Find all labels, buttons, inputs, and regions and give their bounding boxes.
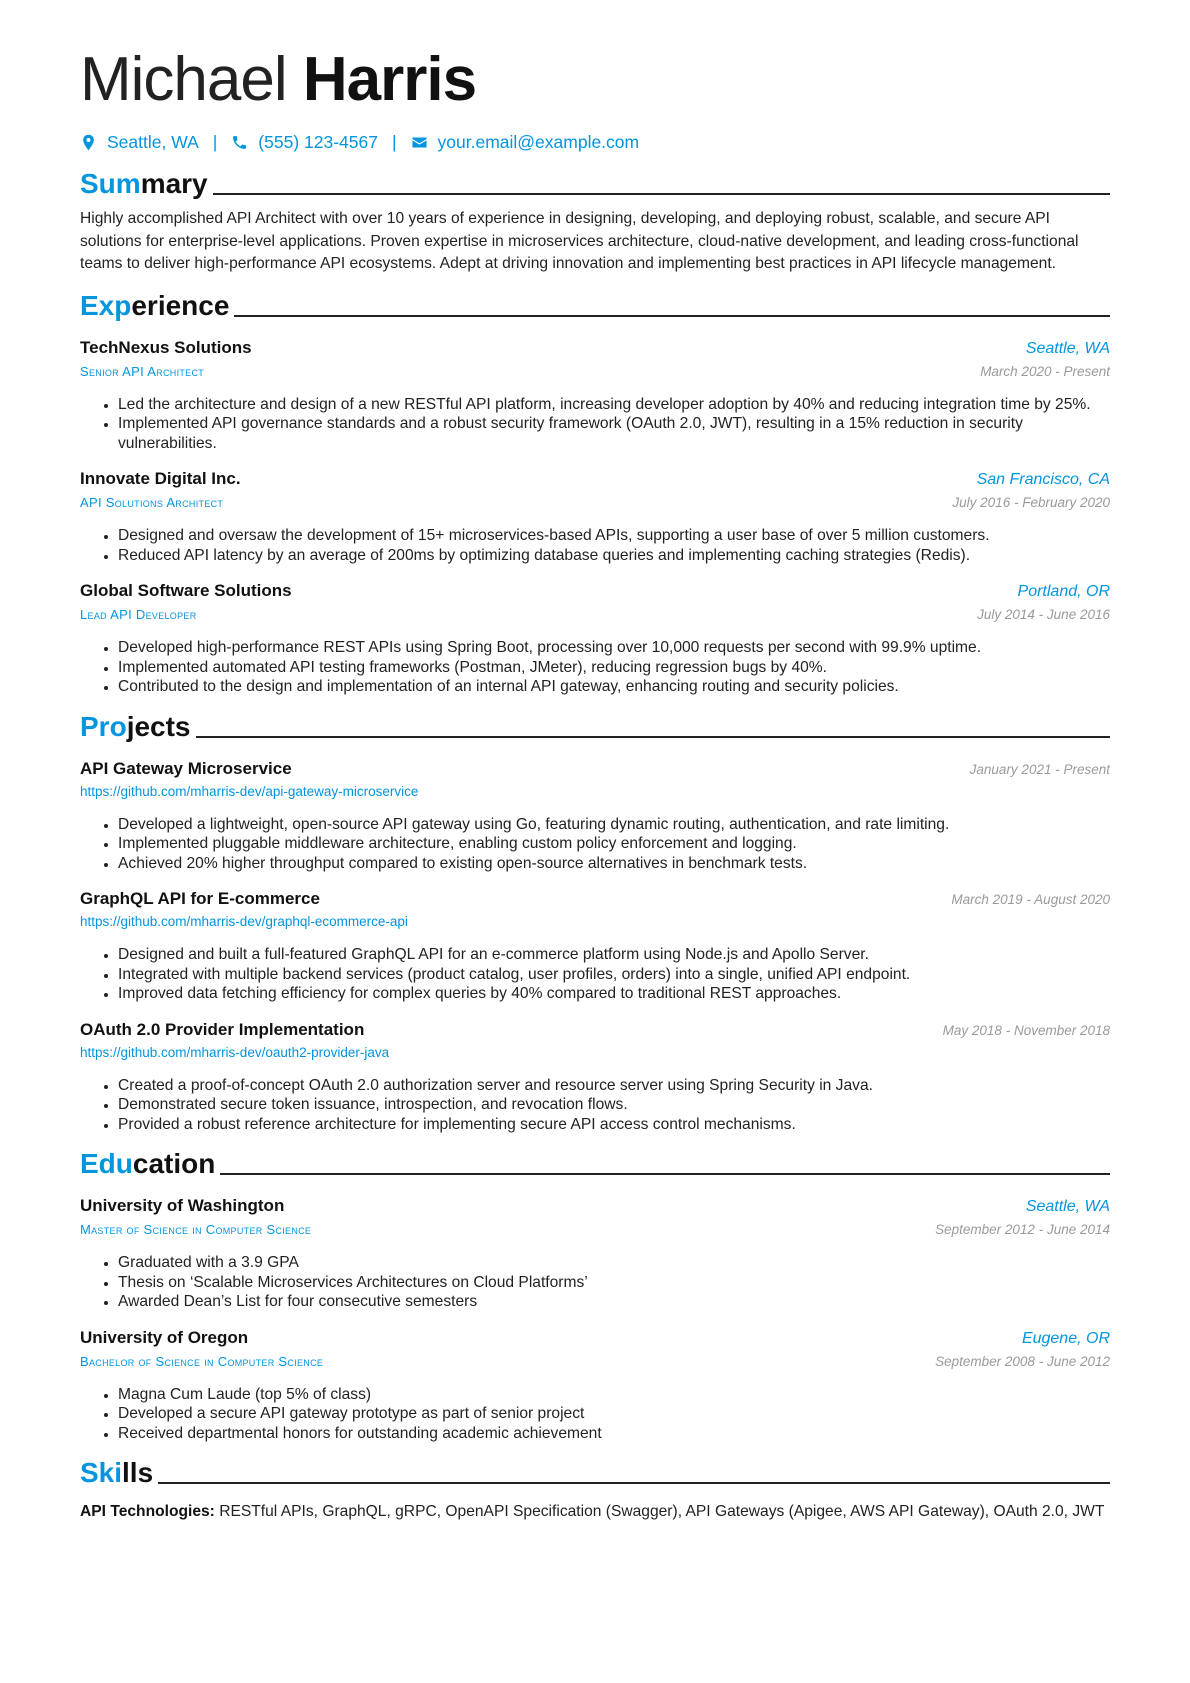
envelope-icon [411,134,428,151]
bullet-item: • Implemented pluggable middleware architecture, enabling custom policy enforcement and logging. [118,834,1110,854]
bullet-item: • Improved data fetching efficiency for complex queries by 40% compared to traditional REST approaches. [118,984,1110,1004]
entry-title: Global Software Solutions [80,581,292,600]
bullet-list [80,1253,1110,1312]
bullet-item: • Demonstrated secure token issuance, introspection, and revocation flows. [118,1095,1110,1115]
entry-title: TechNexus Solutions [80,337,252,357]
section-title-accent: Edu [80,1148,133,1179]
section-title-accent: Pro [80,710,127,742]
entry-subheader-row [80,361,1110,383]
skill-row [80,1501,1110,1524]
separator: | [212,131,218,152]
entry-location: Portland, OR [1017,583,1110,600]
entry-date: March 2019 - August 2020 [951,892,1110,907]
entry-location: Seattle, WA [1025,1198,1110,1215]
entry-subheader-row [80,1042,1110,1064]
bullet-list [80,638,1110,697]
resume-page [80,0,1110,1524]
entry-subheader-row [80,781,1110,803]
section-header-experience [80,286,1110,322]
bullet-item: • Developed high-performance REST APIs using Spring Boot, processing over 10,000 requests per second with 99.9% uptime. [118,638,1110,658]
entry-header-row [80,1194,1110,1219]
bullet-list [80,526,1110,565]
entry-location: Seattle, WA [1025,339,1110,357]
bullet-list [80,945,1110,1004]
bullet-item: • Led the architecture and design of a new RESTful API platform, increasing developer adoption by 40% and reducing integration time by 25%. [118,395,1110,415]
section-title-accent: Exp [80,289,132,321]
map-pin-icon [80,134,97,151]
entry-date: September 2008 - June 2012 [935,1353,1110,1369]
section-header-summary [80,164,1110,200]
contact-info [80,130,1110,154]
bullet-list [80,395,1110,454]
section-divider [213,193,1110,195]
location-text: Seattle, WA [107,131,199,152]
first-name: Michael [80,45,287,114]
section-title-summary [80,168,208,200]
bullet-item: • Graduated with a 3.9 GPA [118,1253,1110,1273]
entry-date: May 2018 - November 2018 [942,1022,1110,1038]
last-name: Harris [302,45,477,114]
projects-entry [80,757,1110,874]
section-title-rest: cation [132,1148,216,1179]
section-header-skills [80,1453,1110,1489]
section-divider [158,1482,1110,1484]
section-title-skills [80,1457,153,1489]
entry-subheader-row [80,1351,1110,1373]
experience-entry [80,336,1110,454]
entry-title: OAuth 2.0 Provider Implementation [80,1019,365,1039]
entry-header-row [80,336,1110,361]
projects-entry [80,887,1110,1004]
section-title-experience [80,290,229,322]
section-title-accent: Ski [80,1457,123,1488]
entry-header-row [80,1326,1110,1351]
bullet-item: • Thesis on ‘Scalable Microservices Architectures on Cloud Platforms’ [118,1273,1110,1293]
bullet-item: • Provided a robust reference architecture for implementing secure API access control mechanisms. [118,1115,1110,1135]
section-title-rest: erience [131,289,230,321]
email-link[interactable]: your.email@example.com [437,131,640,152]
skill-value: RESTful APIs, GraphQL, gRPC, OpenAPI Specification (Swagger), API Gateways (Apigee, AWS API Gateway), OAuth 2.0, JWT [214,1503,1105,1520]
entry-location: San Francisco, CA [976,471,1110,488]
bullet-list [80,1076,1110,1135]
bullet-list [80,1385,1110,1444]
section-header-education [80,1144,1110,1180]
section-divider [220,1173,1110,1175]
entry-title: University of Washington [80,1196,285,1215]
projects-entry [80,1018,1110,1135]
education-entry [80,1194,1110,1312]
phone-link[interactable]: (555) 123-4567 [258,131,378,152]
experience-entry [80,579,1110,697]
entry-role: API Solutions Architect [80,495,224,510]
entry-header-row [80,757,1110,781]
phone-icon [231,134,248,151]
bullet-item: • Developed a secure API gateway prototype as part of senior project [118,1404,1110,1424]
section-title-rest: lls [122,1457,154,1488]
entry-date: July 2016 - February 2020 [952,495,1110,510]
bullet-item: • Received departmental honors for outstanding academic achievement [118,1424,1110,1444]
project-link[interactable]: https://github.com/mharris-dev/graphql-ecommerce-api [80,914,408,929]
entry-header-row [80,467,1110,492]
entry-subheader-row [80,1219,1110,1241]
section-divider [196,736,1110,738]
bullet-item: • Created a proof-of-concept OAuth 2.0 authorization server and resource server using Spring Security in Java. [118,1076,1110,1096]
bullet-item: • Awarded Dean’s List for four consecutive semesters [118,1292,1110,1312]
bullet-item: • Implemented API governance standards and a robust security framework (OAuth 2.0, JWT), resulting in a 15% reduction in security vulnerabilities. [118,414,1110,453]
bullet-item: • Magna Cum Laude (top 5% of class) [118,1385,1110,1405]
bullet-item: • Reduced API latency by an average of 200ms by optimizing database queries and implementing caching strategies (Redis). [118,546,1110,566]
section-title-accent: Sum [80,168,141,199]
project-link[interactable]: https://github.com/mharris-dev/oauth2-provider-java [80,1044,390,1060]
skill-label: API Technologies: [80,1503,215,1520]
entry-date: July 2014 - June 2016 [977,607,1110,622]
section-title-rest: mary [140,168,208,199]
section-title-rest: jects [126,710,191,742]
section-header-projects [80,707,1110,743]
project-link[interactable]: https://github.com/mharris-dev/api-gateway-microservice [80,783,419,799]
entry-role: Lead API Developer [80,607,197,622]
experience-entry [80,467,1110,565]
entry-date: January 2021 - Present [969,761,1110,777]
bullet-item: • Integrated with multiple backend services (product catalog, user profiles, orders) into a single, unified API endpoint. [118,965,1110,985]
bullet-item: • Designed and oversaw the development of 15+ microservices-based APIs, supporting a user base of over 5 million customers. [118,526,1110,546]
entry-title: GraphQL API for E-commerce [80,889,320,908]
entry-title: Innovate Digital Inc. [80,469,241,488]
bullet-item: • Designed and built a full-featured GraphQL API for an e-commerce platform using Node.js and Apollo Server. [118,945,1110,965]
entry-location: Eugene, OR [1021,1329,1110,1347]
entry-role: Master of Science in Computer Science [80,1222,312,1237]
bullet-item: • Implemented automated API testing frameworks (Postman, JMeter), reducing regression bugs by 40%. [118,658,1110,678]
entry-role: Senior API Architect [80,363,205,379]
bullet-item: • Contributed to the design and implementation of an internal API gateway, enhancing routing and security policies. [118,677,1110,697]
section-divider [234,315,1110,317]
entry-header-row [80,887,1110,911]
entry-title: University of Oregon [80,1327,249,1347]
candidate-name [80,44,1110,116]
entry-date: March 2020 - Present [980,363,1110,379]
entry-title: API Gateway Microservice [80,758,292,778]
entry-role: Bachelor of Science in Computer Science [80,1353,324,1369]
entry-subheader-row [80,911,1110,933]
bullet-item: • Developed a lightweight, open-source API gateway using Go, featuring dynamic routing, authentication, and rate limiting. [118,815,1110,835]
bullet-list [80,815,1110,874]
bullet-item: • Achieved 20% higher throughput compared to existing open-source alternatives in benchmark tests. [118,854,1110,874]
entry-subheader-row [80,492,1110,514]
entry-subheader-row [80,604,1110,626]
separator: | [391,131,397,152]
section-title-education [80,1148,215,1180]
education-entry [80,1326,1110,1444]
summary-text: Highly accomplished API Architect with over 10 years of experience in designing, developing, and deploying robust, scalable, and secure API solutions for enterprise-level applications. Proven expertise in microservices architecture, cloud-native development, and leading cross-functional teams to deliver high-performance API ecosystems. Adept at driving innovation and implementing best practices in API lifecycle management. [80,210,1079,272]
entry-header-row [80,579,1110,604]
entry-header-row [80,1018,1110,1042]
section-title-projects [80,711,191,743]
entry-date: September 2012 - June 2014 [935,1222,1110,1237]
